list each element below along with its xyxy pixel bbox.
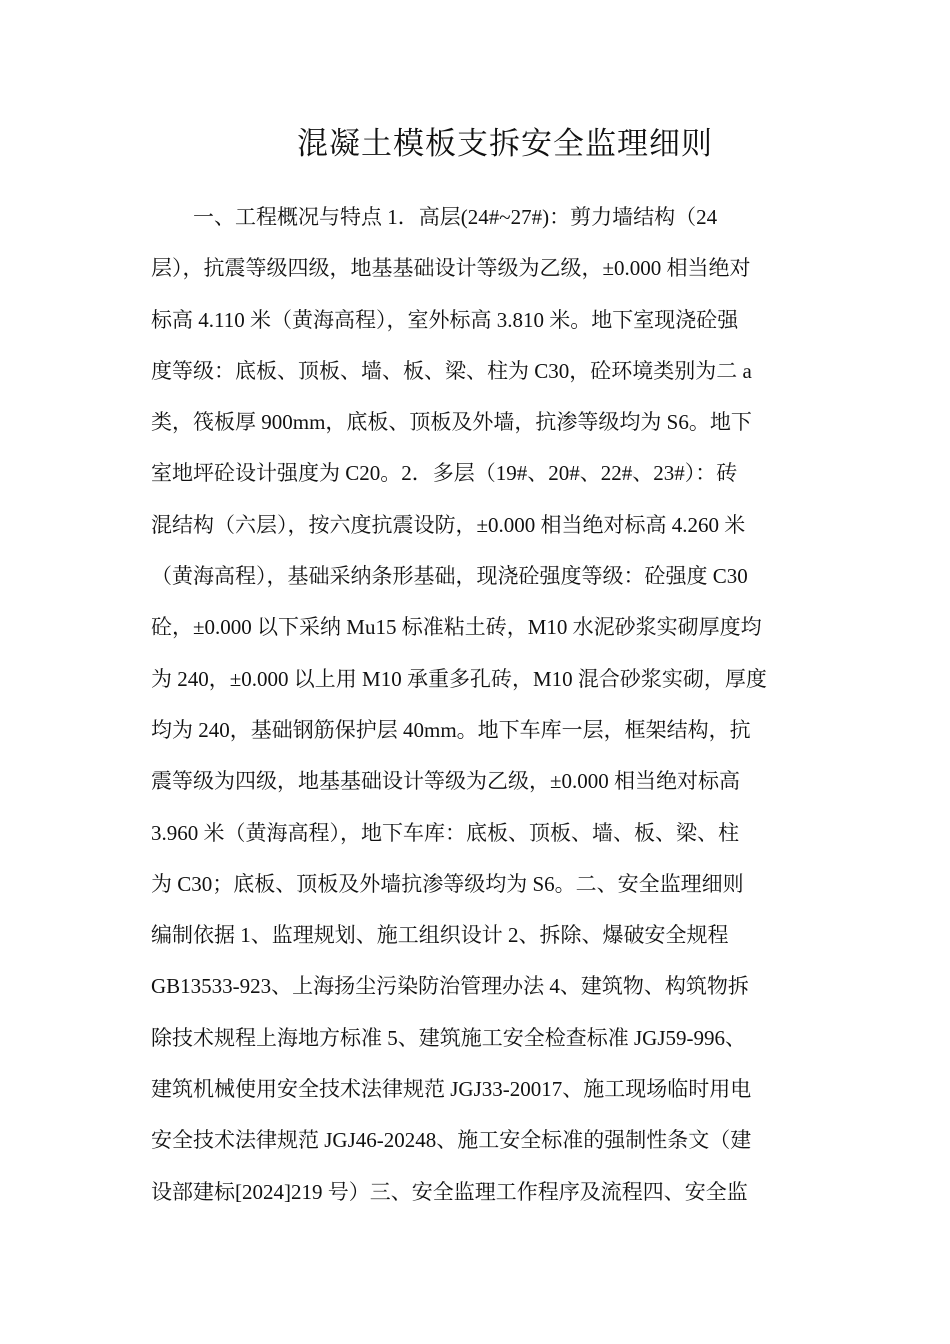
body-line: （黄海高程），基础采纳条形基础，现浇砼强度等级：砼强度 C30 bbox=[151, 564, 748, 589]
body-line: 为 240，±0.000 以上用 M10 承重多孔砖，M10 混合砂浆实砌，厚度 bbox=[151, 666, 767, 691]
body-line: 类，筏板厚 900mm，底板、顶板及外墙，抗渗等级均为 S6。地下 bbox=[151, 410, 752, 435]
body-line: 均为 240，基础钢筋保护层 40mm。地下车库一层，框架结构，抗 bbox=[151, 717, 751, 742]
body-line: 除技术规程上海地方标准 5、建筑施工安全检查标准 JGJ59-996、 bbox=[151, 1025, 747, 1050]
body-line: 为 C30；底板、顶板及外墙抗渗等级均为 S6。二、安全监理细则 bbox=[151, 871, 744, 896]
body-line: 震等级为四级，地基基础设计等级为乙级，±0.000 相当绝对标高 bbox=[151, 769, 741, 794]
body-line: 混结构（六层），按六度抗震设防，±0.000 相当绝对标高 4.260 米 bbox=[151, 512, 746, 537]
body-line: 设部建标[2024]219 号）三、安全监理工作程序及流程四、安全监 bbox=[151, 1179, 748, 1204]
body-line: 砼，±0.000 以下采纳 Mu15 标准粘土砖，M10 水泥砂浆实砌厚度均 bbox=[151, 615, 762, 640]
body-line: 室地坪砼设计强度为 C20。2．多层（19#、20#、22#、23#）：砖 bbox=[151, 461, 738, 486]
body-line: 编制依据 1、监理规划、施工组织设计 2、拆除、爆破安全规程 bbox=[151, 923, 729, 948]
body-line: 3.960 米（黄海高程），地下车库：底板、顶板、墙、板、梁、柱 bbox=[151, 820, 739, 845]
body-line: 标高 4.110 米（黄海高程），室外标高 3.810 米。地下室现浇砼强 bbox=[151, 307, 739, 332]
document-title: 混凝土模板支拆安全监理细则 bbox=[297, 126, 713, 162]
document-body bbox=[151, 192, 801, 1218]
body-line: 安全技术法律规范 JGJ46-20248、施工安全标准的强制性条文（建 bbox=[151, 1128, 752, 1153]
body-line: 度等级：底板、顶板、墙、板、梁、柱为 C30，砼环境类别为二 a bbox=[151, 358, 752, 383]
body-line: GB13533-923、上海扬尘污染防治管理办法 4、建筑物、构筑物拆 bbox=[151, 974, 749, 999]
body-line: 层），抗震等级四级，地基基础设计等级为乙级，±0.000 相当绝对 bbox=[151, 256, 751, 281]
body-line: 建筑机械使用安全技术法律规范 JGJ33-20017、施工现场临时用电 bbox=[151, 1077, 752, 1102]
body-line: 一、工程概况与特点 1．高层(24#~27#)：剪力墙结构（24 bbox=[193, 205, 718, 229]
